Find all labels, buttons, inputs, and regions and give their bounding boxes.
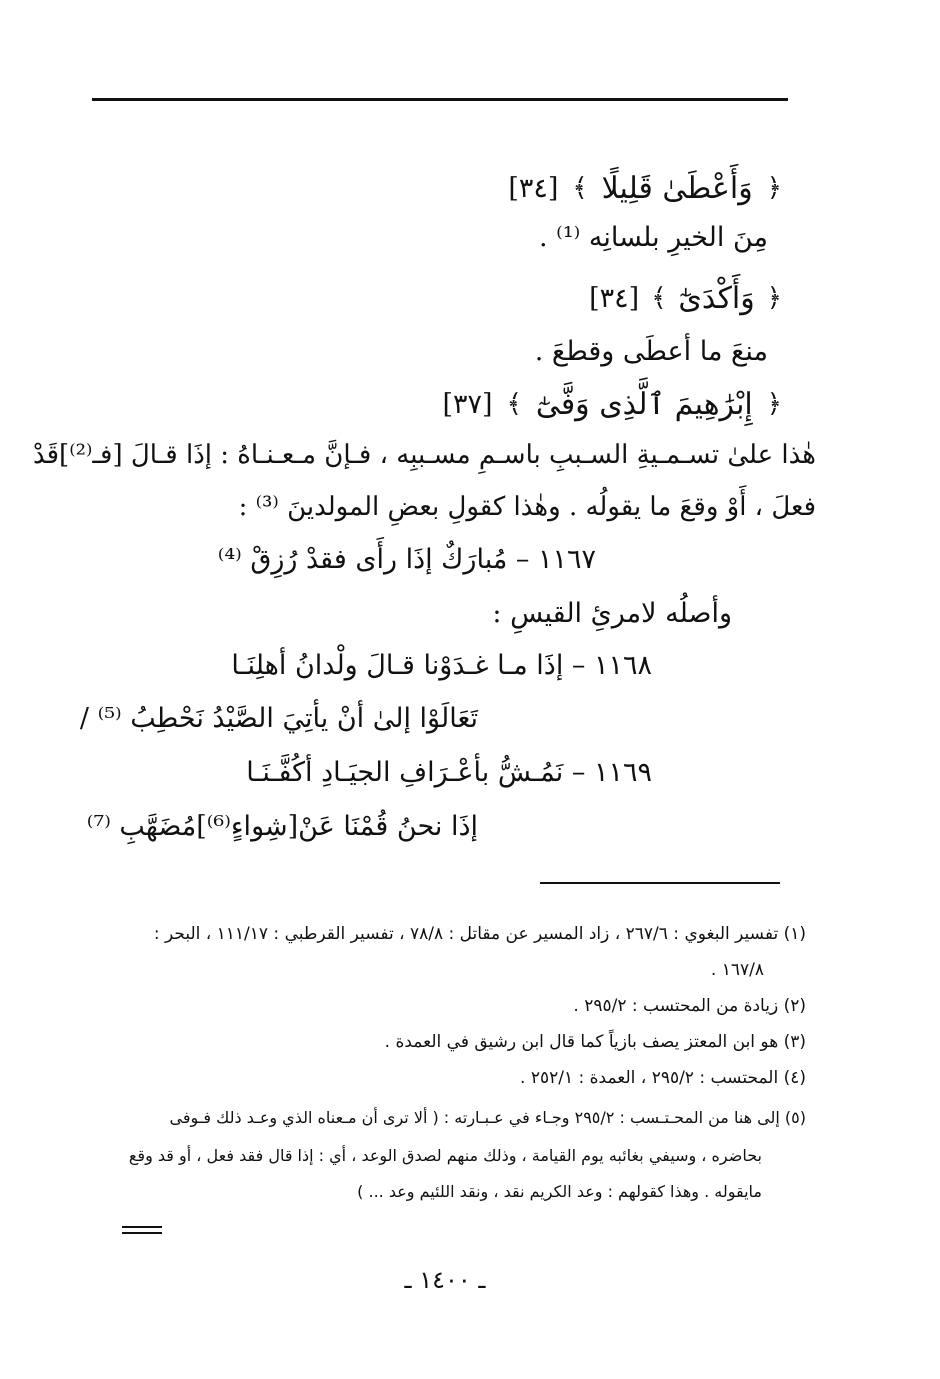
footnote-line: (٤) المحتسب : ٢٩٥/٢ ، العمدة : ٢٥٢/١ . (520, 1068, 806, 1088)
verse-text: وَأَكْدَىٰٓ (678, 280, 755, 316)
footnote-line: (٢) زيادة من المحتسب : ٢٩٥/٢ . (573, 996, 806, 1016)
verse-reference: [٣٤] (589, 282, 640, 314)
verse-open-bracket: ﴿ (766, 173, 782, 203)
poem-line-1168-second-hemistich: تَعَالَوْا إلىٰ أنْ يأتِيَ الصَّيْدُ نَحْطِبُ ⁽⁵⁾ / (79, 703, 478, 734)
poem-line-1169-second-hemistich: إذَا نحنُ قُمْنَا عَنْ[شِواءٍ⁽⁶⁾]مُضَهَّبِ ⁽⁷⁾ (86, 811, 478, 842)
commentary-line: فعلَ ، أَوْ وقعَ ما يقولُه . وهٰذا كقولِ بعضِ المولدينَ ⁽³⁾ : (238, 492, 816, 522)
poem-line-1169-first-hemistich: ١١٦٩ – نَمُـشُّ بأعْـرَافِ الجيَـادِ أكُفَّـنَـا (246, 757, 652, 788)
commentary-line: هٰذا علىٰ تسـمـيةِ السـببِ باسـمِ مسـببِه ، فـإنَّ مـعـنـاهُ : إذَا قـالَ [فـ⁽²⁾]قَدْ (32, 440, 816, 470)
footnote-separator (540, 882, 780, 884)
poem-line-1167: ١١٦٧ – مُبارَكٌ إذَا رأَى فقدْ رُزِقْ ⁽⁴⁾ (217, 544, 596, 575)
verse-open-bracket: ﴿ (766, 283, 782, 313)
gloss-line: مِنَ الخيرِ بلسانِه ⁽¹⁾ . (539, 222, 768, 253)
header-rule (92, 98, 788, 101)
verse-text: إِبْرَٰهِيمَ ٱلَّذِى وَفَّىٰٓ (535, 386, 753, 422)
verse-text: وَأَعْطَىٰ قَلِيلًا (601, 170, 753, 206)
poem-intro: وأصلُه لامرئِ القيسِ : (492, 598, 732, 629)
verse-open-bracket: ﴿ (766, 389, 782, 419)
verse-reference: [٣٧] (442, 388, 493, 420)
footnote-line: بحاضره ، وسيفي بغائبه يوم القيامة ، وذلك منهم لصدق الوعد ، أي : إذا قال فقد فعل ، أو قد وقع (128, 1146, 762, 1165)
verse-close-bracket: ﴾ (651, 283, 667, 313)
page-number: ـ ١٤٠٠ ـ (404, 1266, 486, 1294)
verse-close-bracket: ﴾ (506, 389, 522, 419)
quran-verse-line (442, 382, 782, 426)
end-mark-line (122, 1232, 162, 1234)
quran-verse-line (589, 276, 782, 320)
end-mark-line (122, 1226, 162, 1228)
gloss-line: منعَ ما أعطَى وقطعَ . (534, 336, 768, 367)
footnote-line: مايقوله . وهذا كقولهم : وعد الكريم نقد ، ونقد اللئيم وعد ... ) (357, 1182, 762, 1201)
footnote-line: (١) تفسير البغوي : ٢٦٧/٦ ، زاد المسير عن مقاتل : ٧٨/٨ ، تفسير القرطبي : ١١١/١٧ ، البحر : (153, 924, 806, 944)
footnote-line: ١٦٧/٨ . (710, 960, 764, 980)
verse-close-bracket: ﴾ (572, 173, 588, 203)
verse-reference: [٣٤] (508, 172, 559, 204)
quran-verse-line (508, 166, 782, 210)
footnote-line: (٣) هو ابن المعتز يصف بازياً كما قال ابن رشيق في العمدة . (384, 1032, 806, 1052)
poem-line-1168-first-hemistich: ١١٦٨ – إذَا مـا غـدَوْنا قـالَ ولْدانُ أهلِنَـا (231, 650, 652, 681)
footnote-line: (٥) إلى هنا من المحـتـسب : ٢٩٥/٢ وجـاء في عـبـارته : ( ألا ترى أن مـعناه الذي وعـد ذلك فـوفى (169, 1108, 806, 1127)
